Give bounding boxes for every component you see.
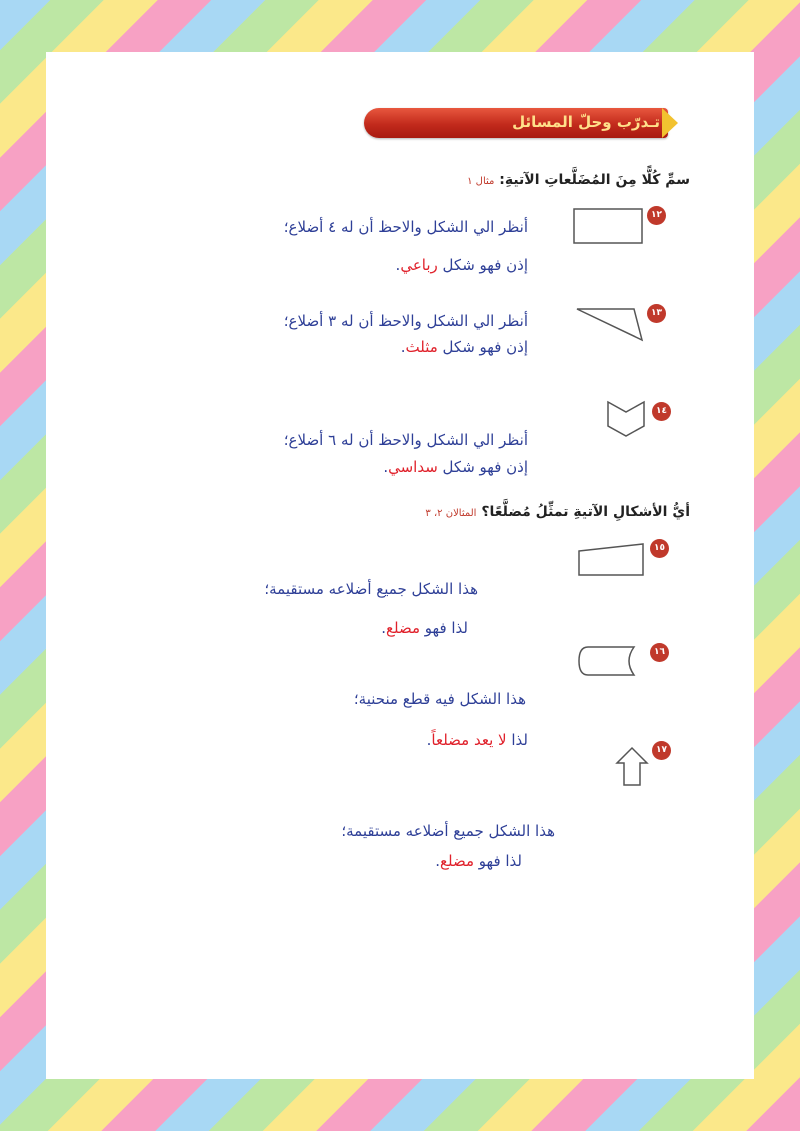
section1-heading-text: سمِّ كُلًّا مِنَ المُضَلَّعاتِ الآتيةِ: xyxy=(499,172,690,188)
section-banner xyxy=(364,108,668,138)
exercise-17-period: . xyxy=(435,852,441,870)
exercise-17-answer-line xyxy=(435,852,522,870)
exercise-12-answer-line xyxy=(396,256,528,274)
exercise-16-answer: لا يعد مضلعاً xyxy=(431,731,507,749)
exercise-16-prefix: لذا xyxy=(506,731,528,749)
exercise-number-13: ١٣ xyxy=(647,304,666,323)
exercise-16-observation: هذا الشكل فيه قطع منحنية؛ xyxy=(353,690,526,708)
exercise-12-observation: أنظر الي الشكل والاحظ أن له ٤ أضلاع؛ xyxy=(283,218,528,236)
triangle-shape xyxy=(574,304,646,344)
exercise-14-observation: أنظر الي الشكل والاحظ أن له ٦ أضلاع؛ xyxy=(283,431,528,449)
exercise-12-period: . xyxy=(395,256,401,274)
exercise-12-answer: رباعي xyxy=(400,256,438,274)
exercise-13-answer-line xyxy=(401,338,528,356)
section1-heading xyxy=(467,172,690,188)
exercise-14-answer-line xyxy=(383,458,528,476)
exercise-15-observation: هذا الشكل جميع أضلاعه مستقيمة؛ xyxy=(264,580,478,598)
exercise-17-answer: مضلع xyxy=(440,852,475,870)
curved-shape xyxy=(576,643,640,679)
section1-example-ref: مثال ١ xyxy=(467,176,495,187)
exercise-14-period: . xyxy=(383,458,389,476)
arrow-shape xyxy=(614,745,650,789)
exercise-number-14: ١٤ xyxy=(652,402,671,421)
exercise-number-17: ١٧ xyxy=(652,741,671,760)
exercise-number-12: ١٢ xyxy=(647,206,666,225)
banner-arrow-tip xyxy=(662,108,678,138)
section2-example-ref: المثالان ٢، ٣ xyxy=(425,508,477,519)
exercise-15-prefix: لذا فهو xyxy=(420,619,468,637)
exercise-14-answer: سداسي xyxy=(388,458,438,476)
exercise-15-answer-line xyxy=(381,619,468,637)
exercise-12-prefix: إذن فهو شكل xyxy=(437,256,528,274)
exercise-13-period: . xyxy=(400,338,406,356)
rectangle-shape xyxy=(572,207,644,245)
exercise-15-answer: مضلع xyxy=(386,619,421,637)
exercise-13-prefix: إذن فهو شكل xyxy=(437,338,528,356)
trapezoid-shape xyxy=(575,541,647,579)
banner-title: تـدرّب وحلّ المسائل xyxy=(512,113,660,131)
section2-heading-text: أيُّ الأشكالِ الآتيةِ تمثِّلُ مُضلَّعًا؟ xyxy=(481,504,690,520)
exercise-17-prefix: لذا فهو xyxy=(474,852,522,870)
exercise-number-15: ١٥ xyxy=(650,539,669,558)
exercise-14-prefix: إذن فهو شكل xyxy=(437,458,528,476)
exercise-15-period: . xyxy=(381,619,387,637)
exercise-16-period: . xyxy=(426,731,432,749)
exercise-number-16: ١٦ xyxy=(650,643,669,662)
exercise-17-observation: هذا الشكل جميع أضلاعه مستقيمة؛ xyxy=(341,822,555,840)
exercise-13-answer: مثلث xyxy=(405,338,438,356)
hexagon-shape xyxy=(604,398,648,438)
page-sheet xyxy=(46,52,754,1079)
exercise-16-answer-line xyxy=(427,731,528,749)
exercise-13-observation: أنظر الي الشكل والاحظ أن له ٣ أضلاع؛ xyxy=(283,312,528,330)
section2-heading xyxy=(425,504,690,520)
